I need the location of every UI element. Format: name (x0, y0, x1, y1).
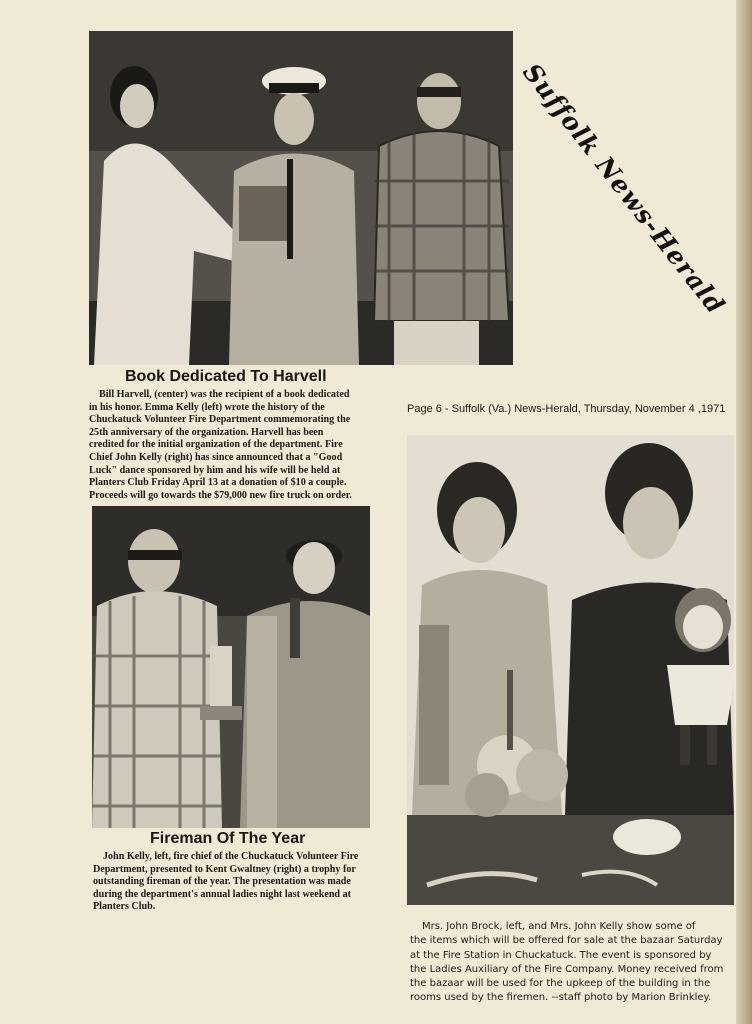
caption-line: credited for the initial organization of the department. Fire (89, 439, 343, 451)
caption-line: outstanding fireman of the year. The presentation was made (93, 876, 351, 888)
caption-line: the Ladies Auxiliary of the Fire Company. Money received from (410, 963, 724, 975)
story2-caption (93, 851, 373, 914)
story3-caption (410, 920, 732, 1006)
caption-line: John Kelly, left, fire chief of the Chuckatuck Volunteer Fire (103, 851, 359, 862)
caption-line: 25th anniversary of the organization. Harvell has been (89, 426, 324, 438)
caption-line: Bill Harvell, (center) was the recipient of a book dedicated (99, 389, 350, 400)
dateline: Page 6 - Suffolk (Va.) News-Herald, Thursday, November 4 ,1971 (407, 403, 726, 415)
caption-line: at the Fire Station in Chuckatuck. The event is sponsored by (410, 949, 712, 961)
caption-line: rooms used by the firemen. --staff photo by Marion Brinkley. (410, 992, 712, 1004)
caption-line: Luck" dance sponsored by him and his wife will be held at (89, 464, 341, 476)
caption-line: the bazaar will be used for the upkeep of the building in the (410, 978, 711, 990)
masthead: Suffolk News-Herald (517, 58, 731, 320)
caption-line: in his honor. Emma Kelly (left) wrote the history of the (89, 401, 325, 413)
story1-caption (89, 389, 365, 502)
story1-headline: Book Dedicated To Harvell (125, 368, 327, 385)
caption-line: the items which will be offered for sale at the bazaar Saturday (410, 935, 723, 947)
story2-headline: Fireman Of The Year (150, 830, 306, 847)
caption-line: Department, presented to Kent Gwaltney (right) a trophy for (93, 863, 356, 875)
fireman-of-year-photo (92, 506, 370, 828)
bazaar-photo (407, 435, 734, 905)
caption-line: Mrs. John Brock, left, and Mrs. John Kelly show some of (422, 921, 696, 932)
caption-line: Chuckatuck Volunteer Fire Department commemorating the (89, 414, 351, 426)
caption-line: Chief John Kelly (right) has since announced that a "Good (89, 451, 343, 463)
caption-line: Planters Club Friday April 13 at a donation of $10 a couple. (89, 477, 347, 489)
book-dedication-photo (89, 31, 513, 365)
caption-line: during the department's annual ladies night last weekend at (93, 888, 351, 900)
caption-line: Proceeds will go towards the $79,000 new fire truck on order. (89, 489, 352, 501)
page-edge (736, 0, 752, 1024)
caption-line: Planters Club. (93, 901, 156, 913)
